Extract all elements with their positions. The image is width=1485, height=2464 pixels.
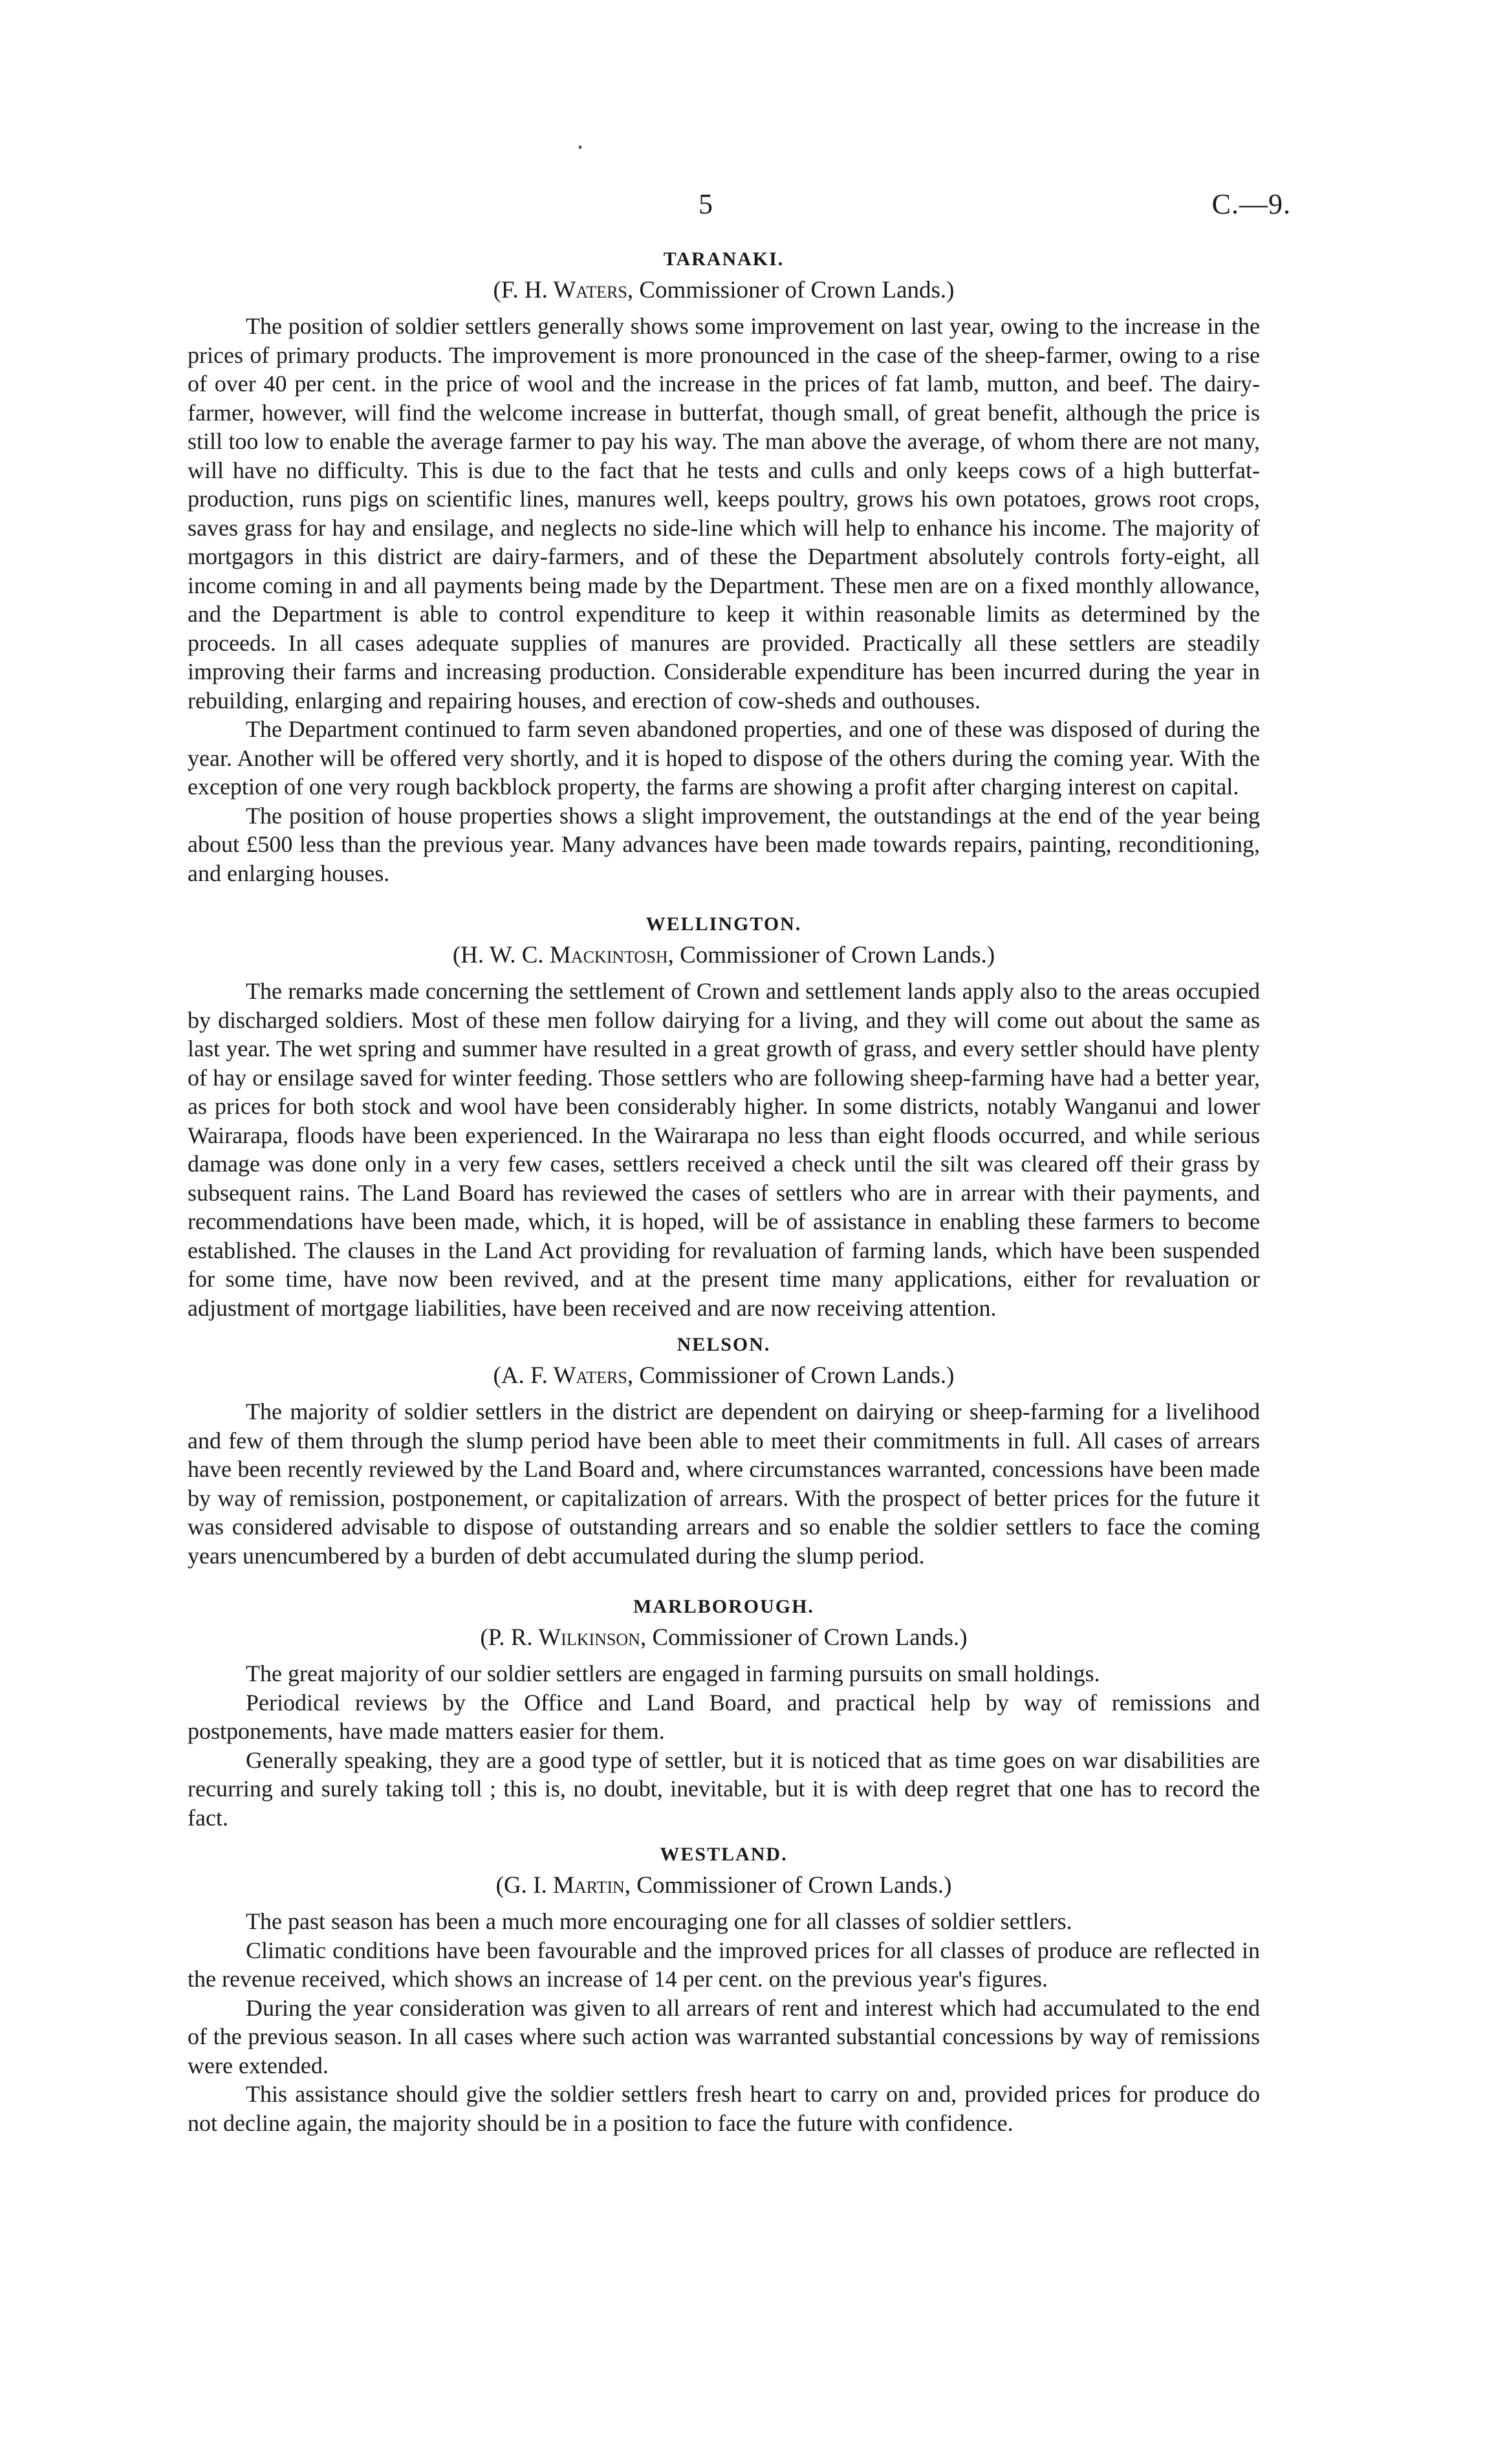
- paragraph: Climatic conditions have been favourable and the improved prices for all classes of produce are reflected in the revenue received, which shows an increase of 14 per cent. on the previous year's figures.: [188, 1937, 1260, 1992]
- commissioner-line: (F. H. Waters, Commissioner of Crown Lands.): [493, 277, 955, 303]
- commissioner-role: , Commissioner of Crown Lands.): [627, 1362, 955, 1389]
- section-title: TARANAKI.: [663, 248, 785, 270]
- section-westland: [188, 1840, 1260, 2137]
- paragraph: The position of house properties shows a slight improvement, the outstandings at the end of the year being about £500 less than the previous year. Many advances have been made towards repairs, painting, reconditioning, and enlarging houses.: [188, 802, 1260, 886]
- paragraph: The past season has been a much more encouraging one for all classes of soldier settlers.: [246, 1908, 1072, 1934]
- page-header: [0, 188, 1485, 226]
- commissioner-role: , Commissioner of Crown Lands.): [640, 1624, 968, 1651]
- commissioner-name: G. I. Martin: [503, 1872, 625, 1899]
- commissioner-line: (H. W. C. Mackintosh, Commissioner of Crown Lands.): [452, 942, 995, 968]
- paragraph: The great majority of our soldier settlers are engaged in farming pursuits on small holdings.: [246, 1661, 1100, 1686]
- commissioner-name: H. W. C. Mackintosh: [461, 942, 668, 968]
- commissioner-role: , Commissioner of Crown Lands.): [667, 942, 995, 968]
- spacer: [188, 1570, 1260, 1592]
- commissioner-name: P. R. Wilkinson: [488, 1624, 640, 1651]
- paragraph: The majority of soldier settlers in the district are dependent on dairying or sheep-farming for a livelihood and few of them through the slump period have been able to meet their commitments in full. All cases of arrears have been recently reviewed by the Land Board and, where circumstances warranted, concessions have been made by way of remission, postponement, or capitalization of arrears. With the prospect of better prices for the future it was considered advisable to dispose of outstanding arrears and so enable the soldier settlers to face the coming years unencumbered by a burden of debt accumulated during the slump period.: [188, 1399, 1260, 1569]
- section-marlborough: [188, 1592, 1260, 1832]
- paragraph: The Department continued to farm seven abandoned properties, and one of these was disposed of during the year. Another will be offered very shortly, and it is hoped to dispose of the others during the coming year. With the exception of one very rough backblock property, the farms are showing a profit after charging interest on capital.: [188, 716, 1260, 800]
- paragraph: The position of soldier settlers generally shows some improvement on last year, owing to the increase in the prices of primary products. The improvement is more pronounced in the case of the sheep-farmer, owing to a rise of over 40 per cent. in the price of wool and the increase in the prices of fat lamb, mutton, and beef. The dairy-farmer, however, will find the welcome increase in butterfat, though small, of great benefit, although the price is still too low to enable the average farmer to pay his way. The man above the average, of whom there are not many, will have no difficulty. This is due to the fact that he tests and culls and only keeps cows of a high butterfat-production, runs pigs on scientific lines, manures well, keeps poultry, grows his own potatoes, grows root crops, saves grass for hay and ensilage, and neglects no side-line which will help to enhance his income. The majority of mortgagors in this district are dairy-farmers, and of these the Department absolutely controls forty-eight, all income coming in and all payments being made by the Department. These men are on a fixed monthly allowance, and the Department is able to control expenditure to keep it within reasonable limits as determined by the proceeds. In all cases adequate supplies of manures are provided. Practically all these settlers are steadily improving their farms and increasing production. Considerable expenditure has been incurred during the year in rebuilding, enlarging and repairing houses, and erection of cow-sheds and outhouses.: [188, 313, 1260, 714]
- commissioner-line: (A. F. Waters, Commissioner of Crown Lands.): [493, 1362, 955, 1389]
- page-body: [188, 245, 1260, 2137]
- commissioner-line: (P. R. Wilkinson, Commissioner of Crown Lands.): [480, 1624, 968, 1651]
- commissioner-name: A. F. Waters: [501, 1362, 627, 1389]
- spacer: [188, 888, 1260, 910]
- document-reference: C.—9.: [1211, 188, 1291, 220]
- section-title: NELSON.: [677, 1334, 771, 1355]
- section-title: WELLINGTON.: [645, 913, 802, 935]
- paragraph: Generally speaking, they are a good type of settler, but it is noticed that as time goes on war disabilities are recurring and surely taking toll ; this is, no doubt, inevitable, but it is with deep regret that one has to record the fact.: [188, 1747, 1260, 1831]
- paragraph: This assistance should give the soldier settlers fresh heart to carry on and, provided prices for produce do not decline again, the majority should be in a position to face the future with confidence.: [188, 2081, 1260, 2136]
- section-nelson: [188, 1330, 1260, 1570]
- paragraph: Periodical reviews by the Office and Land Board, and practical help by way of remissions and postponements, have made matters easier for them.: [188, 1689, 1260, 1744]
- section-wellington: [188, 910, 1260, 1322]
- section-title: WESTLAND.: [660, 1844, 788, 1865]
- paragraph: The remarks made concerning the settlement of Crown and settlement lands apply also to the areas occupied by discharged soldiers. Most of these men follow dairying for a living, and they will come out about the same as last year. The wet spring and summer have resulted in a great growth of grass, and every settler should have plenty of hay or ensilage saved for winter feeding. Those settlers who are following sheep-farming have had a better year, as prices for both stock and wool have been considerably higher. In some districts, notably Wanganui and lower Wairarapa, floods have been experienced. In the Wairarapa no less than eight floods occurred, and while serious damage was done only in a very few cases, settlers received a check until the silt was cleared off their grass by subsequent rains. The Land Board has reviewed the cases of settlers who are in arrear with their payments, and recommendations have been made, which, it is hoped, will be of assistance in enabling these farmers to become established. The clauses in the Land Act providing for revaluation of farming lands, which have been suspended for some time, have now been revived, and at the present time many applications, either for revaluation or adjustment of mortgage liabilities, have been received and are now receiving attention.: [188, 978, 1260, 1321]
- commissioner-role: , Commissioner of Crown Lands.): [624, 1872, 952, 1899]
- spacer: [188, 1322, 1260, 1330]
- page-number: 5: [699, 188, 713, 220]
- commissioner-name: F. H. Waters: [501, 277, 627, 303]
- paragraph: During the year consideration was given to all arrears of rent and interest which had accumulated to the end of the previous season. In all cases where such action was warranted substantial concessions by way of remissions were extended.: [188, 1994, 1260, 2078]
- scan-speck: [579, 146, 581, 149]
- section-title: MARLBOROUGH.: [633, 1596, 814, 1617]
- commissioner-line: (G. I. Martin, Commissioner of Crown Lands.): [495, 1872, 952, 1899]
- spacer: [188, 1832, 1260, 1840]
- commissioner-role: , Commissioner of Crown Lands.): [627, 277, 955, 303]
- section-taranaki: [188, 245, 1260, 888]
